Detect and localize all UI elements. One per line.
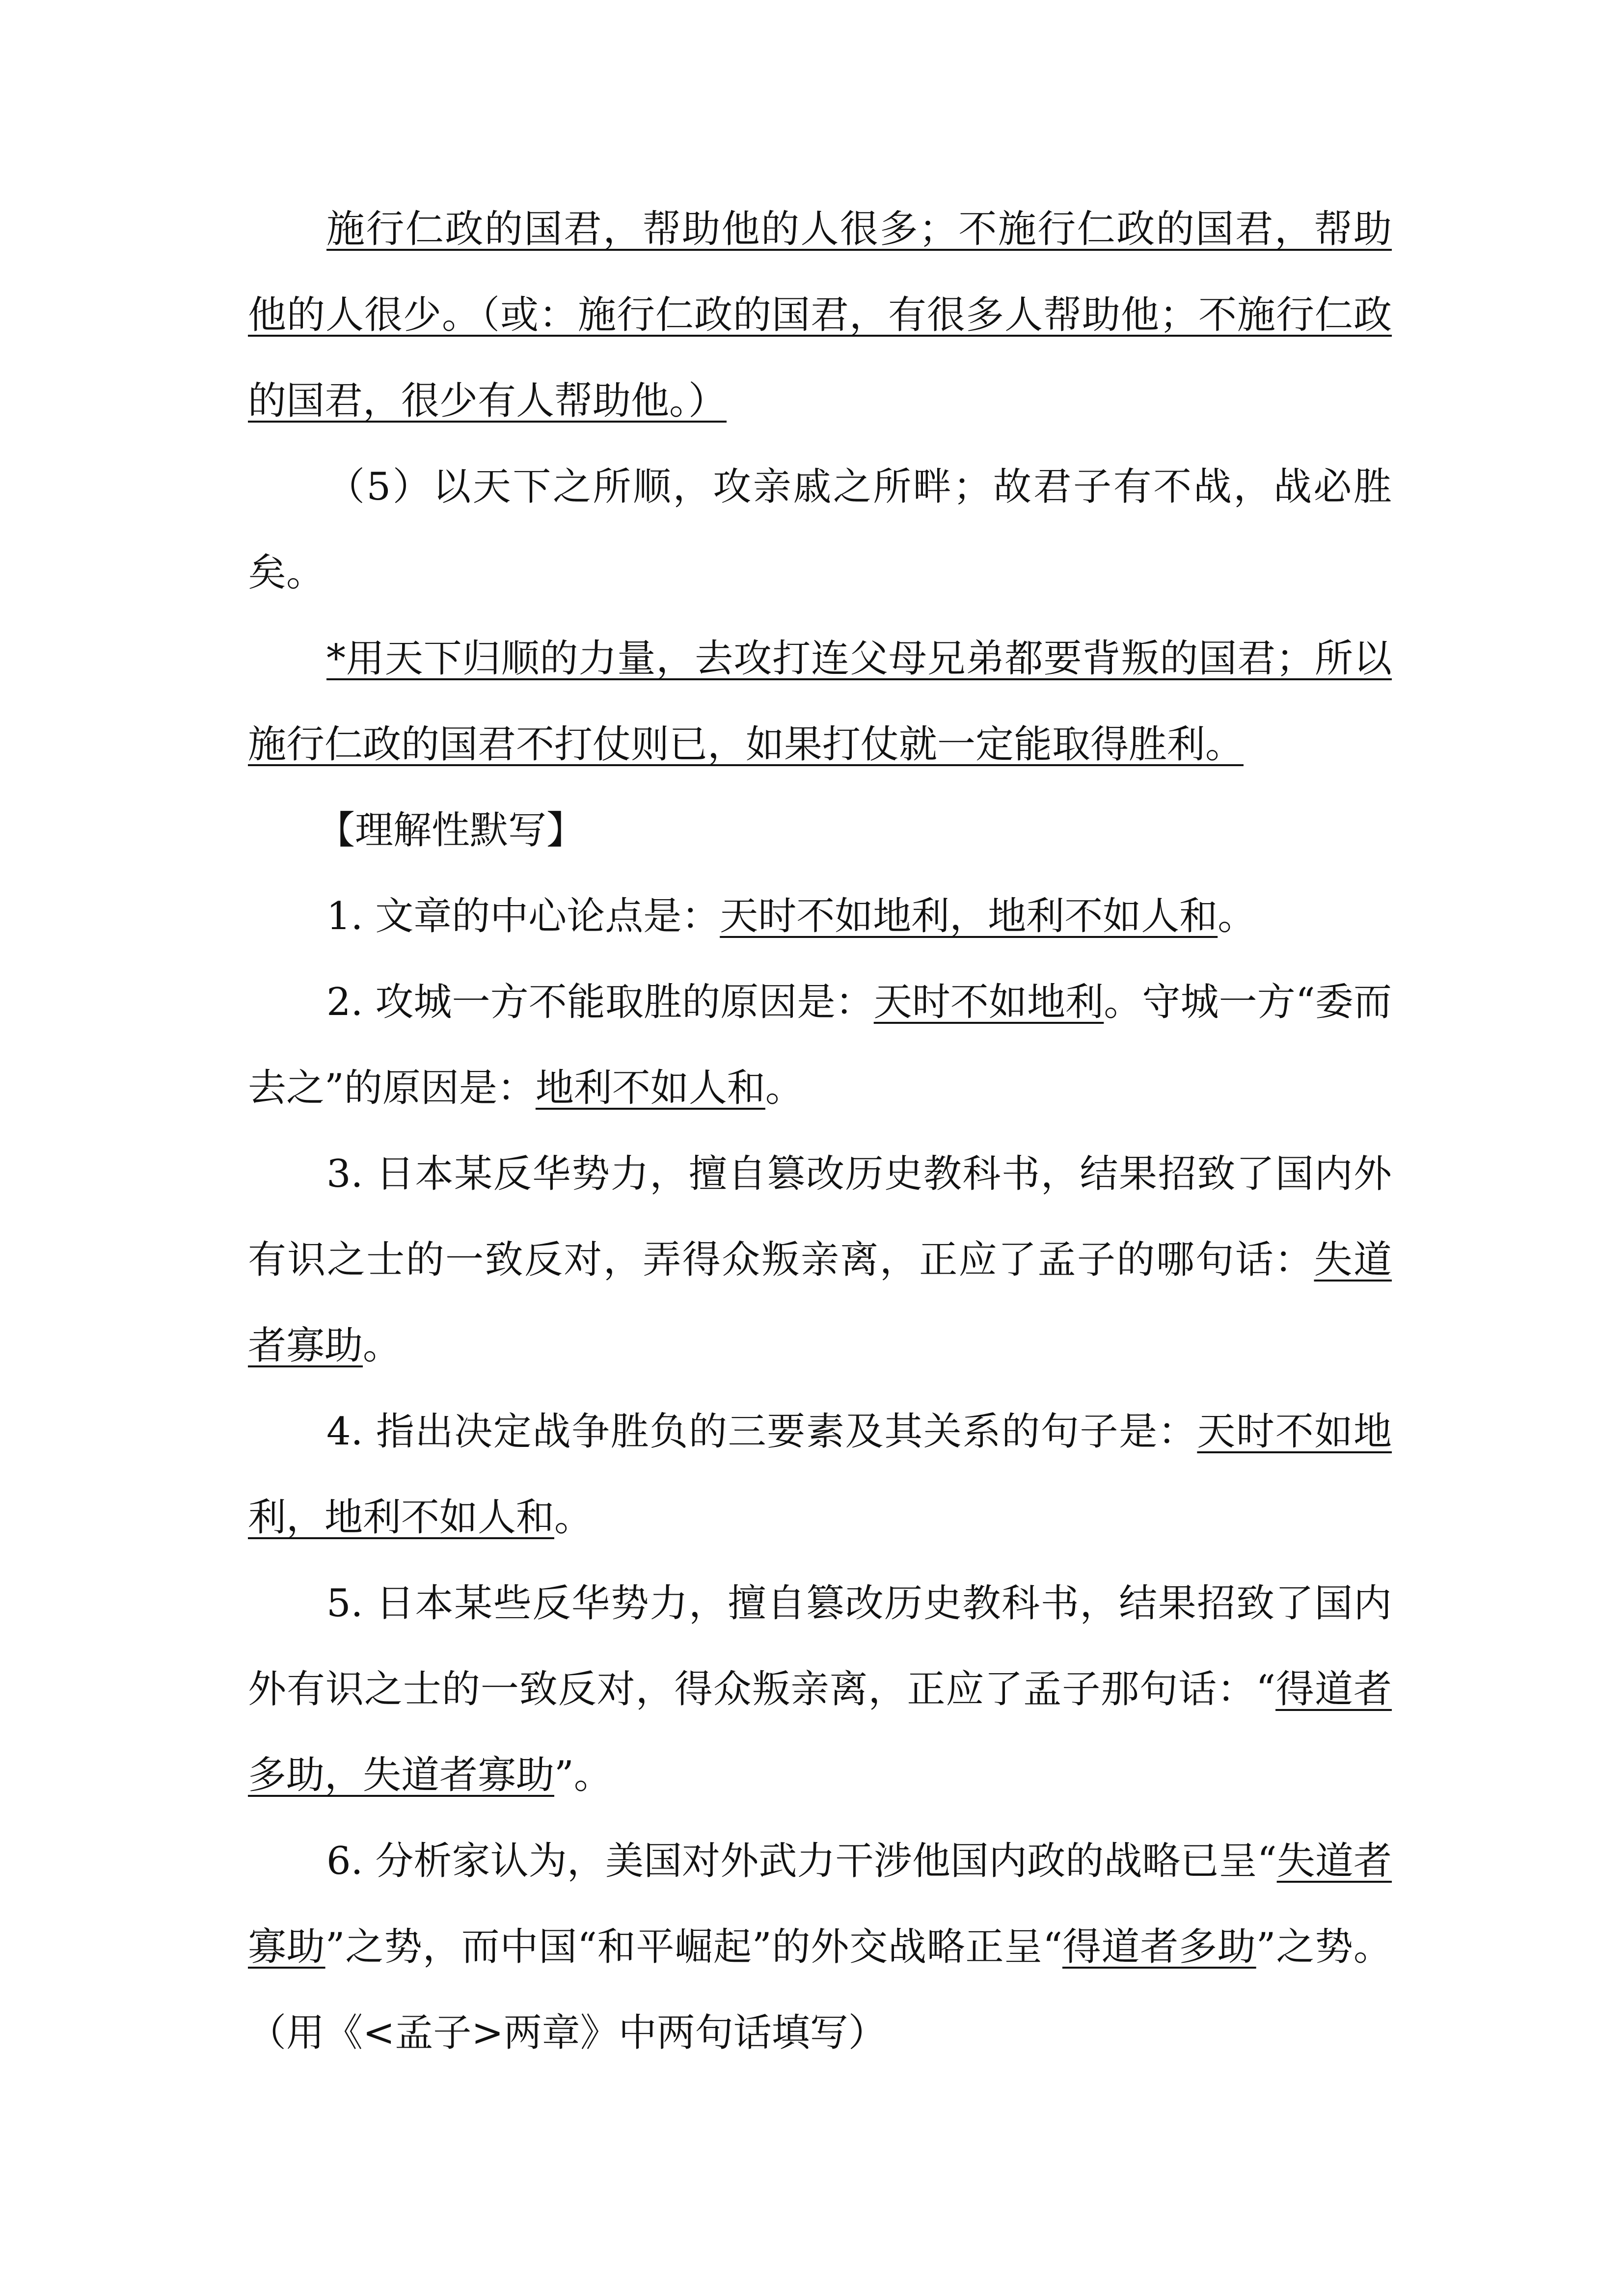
item-6-end: ”之势。（用《<孟子>两章》中两句话填写） (248, 1925, 1392, 2055)
item-2 (248, 960, 1392, 1131)
item-5-answer: 得道者多助，失道者寡助 (248, 1667, 1392, 1797)
answer-underlined: *用天下归顺的力量，去攻打连父母兄弟都要背叛的国君；所以施行仁政的国君不打仗则已，如果打仗就一定能取得胜利。 (248, 637, 1392, 767)
item-3-end: 。 (363, 1324, 402, 1368)
answer-underlined: 施行仁政的国君，帮助他的人很多；不施行仁政的国君，帮助他的人很少。（或：施行仁政的国君，有很多人帮助他；不施行仁政的国君，很少有人帮助他。） (248, 207, 1392, 423)
item-2-answer-b: 地利不如人和 (535, 1066, 765, 1110)
item-5-end: ”。 (554, 1753, 612, 1797)
item-6 (248, 1818, 1392, 2076)
item-3 (248, 1131, 1392, 1389)
item-6-answer-a: 失道者寡助 (248, 1839, 1392, 1969)
document-page (248, 187, 1392, 2076)
answer-paragraph-5 (248, 616, 1392, 788)
item-1 (248, 874, 1392, 960)
item-5-text: 5. 日本某些反华势力，擅自篡改历史教科书，结果招致了国内外有识之士的一致反对，得众叛亲离，正应了孟子那句话：“ (248, 1581, 1392, 1711)
item-6-answer-b: 得道者多助 (1062, 1925, 1256, 1969)
item-4-text: 4. 指出决定战争胜负的三要素及其关系的句子是： (326, 1410, 1197, 1454)
item-2-answer-a: 天时不如地利 (873, 980, 1104, 1024)
item-1-text: 1. 文章的中心论点是： (326, 894, 720, 938)
item-2-text-b: 。守城一方“委而去之”的原因是： (248, 980, 1392, 1110)
section-title: 【理解性默写】 (317, 808, 585, 853)
item-4-answer: 天时不如地利，地利不如人和 (248, 1410, 1392, 1540)
item-3-answer: 失道者寡助 (248, 1238, 1392, 1368)
item-2-end: 。 (765, 1066, 804, 1110)
item-1-end: 。 (1218, 894, 1256, 938)
item-4-end: 。 (554, 1495, 593, 1540)
item-1-answer: 天时不如地利，地利不如人和 (720, 894, 1218, 938)
item-6-text-b: ”之势，而中国“和平崛起”的外交战略正呈“ (325, 1925, 1062, 1969)
item-5 (248, 1561, 1392, 1818)
item-3-text: 3. 日本某反华势力，擅自篡改历史教科书，结果招致了国内外有识之士的一致反对，弄得众叛亲离，正应了孟子的哪句话： (248, 1152, 1392, 1282)
question-paragraph-5: （5）以天下之所顺，攻亲戚之所畔；故君子有不战，战必胜矣。 (248, 465, 1392, 595)
answer-paragraph-4 (248, 187, 1392, 444)
item-6-text-a: 6. 分析家认为，美国对外武力干涉他国内政的战略已呈“ (326, 1839, 1277, 1883)
item-4 (248, 1389, 1392, 1561)
item-2-text-a: 2. 攻城一方不能取胜的原因是： (326, 980, 874, 1024)
